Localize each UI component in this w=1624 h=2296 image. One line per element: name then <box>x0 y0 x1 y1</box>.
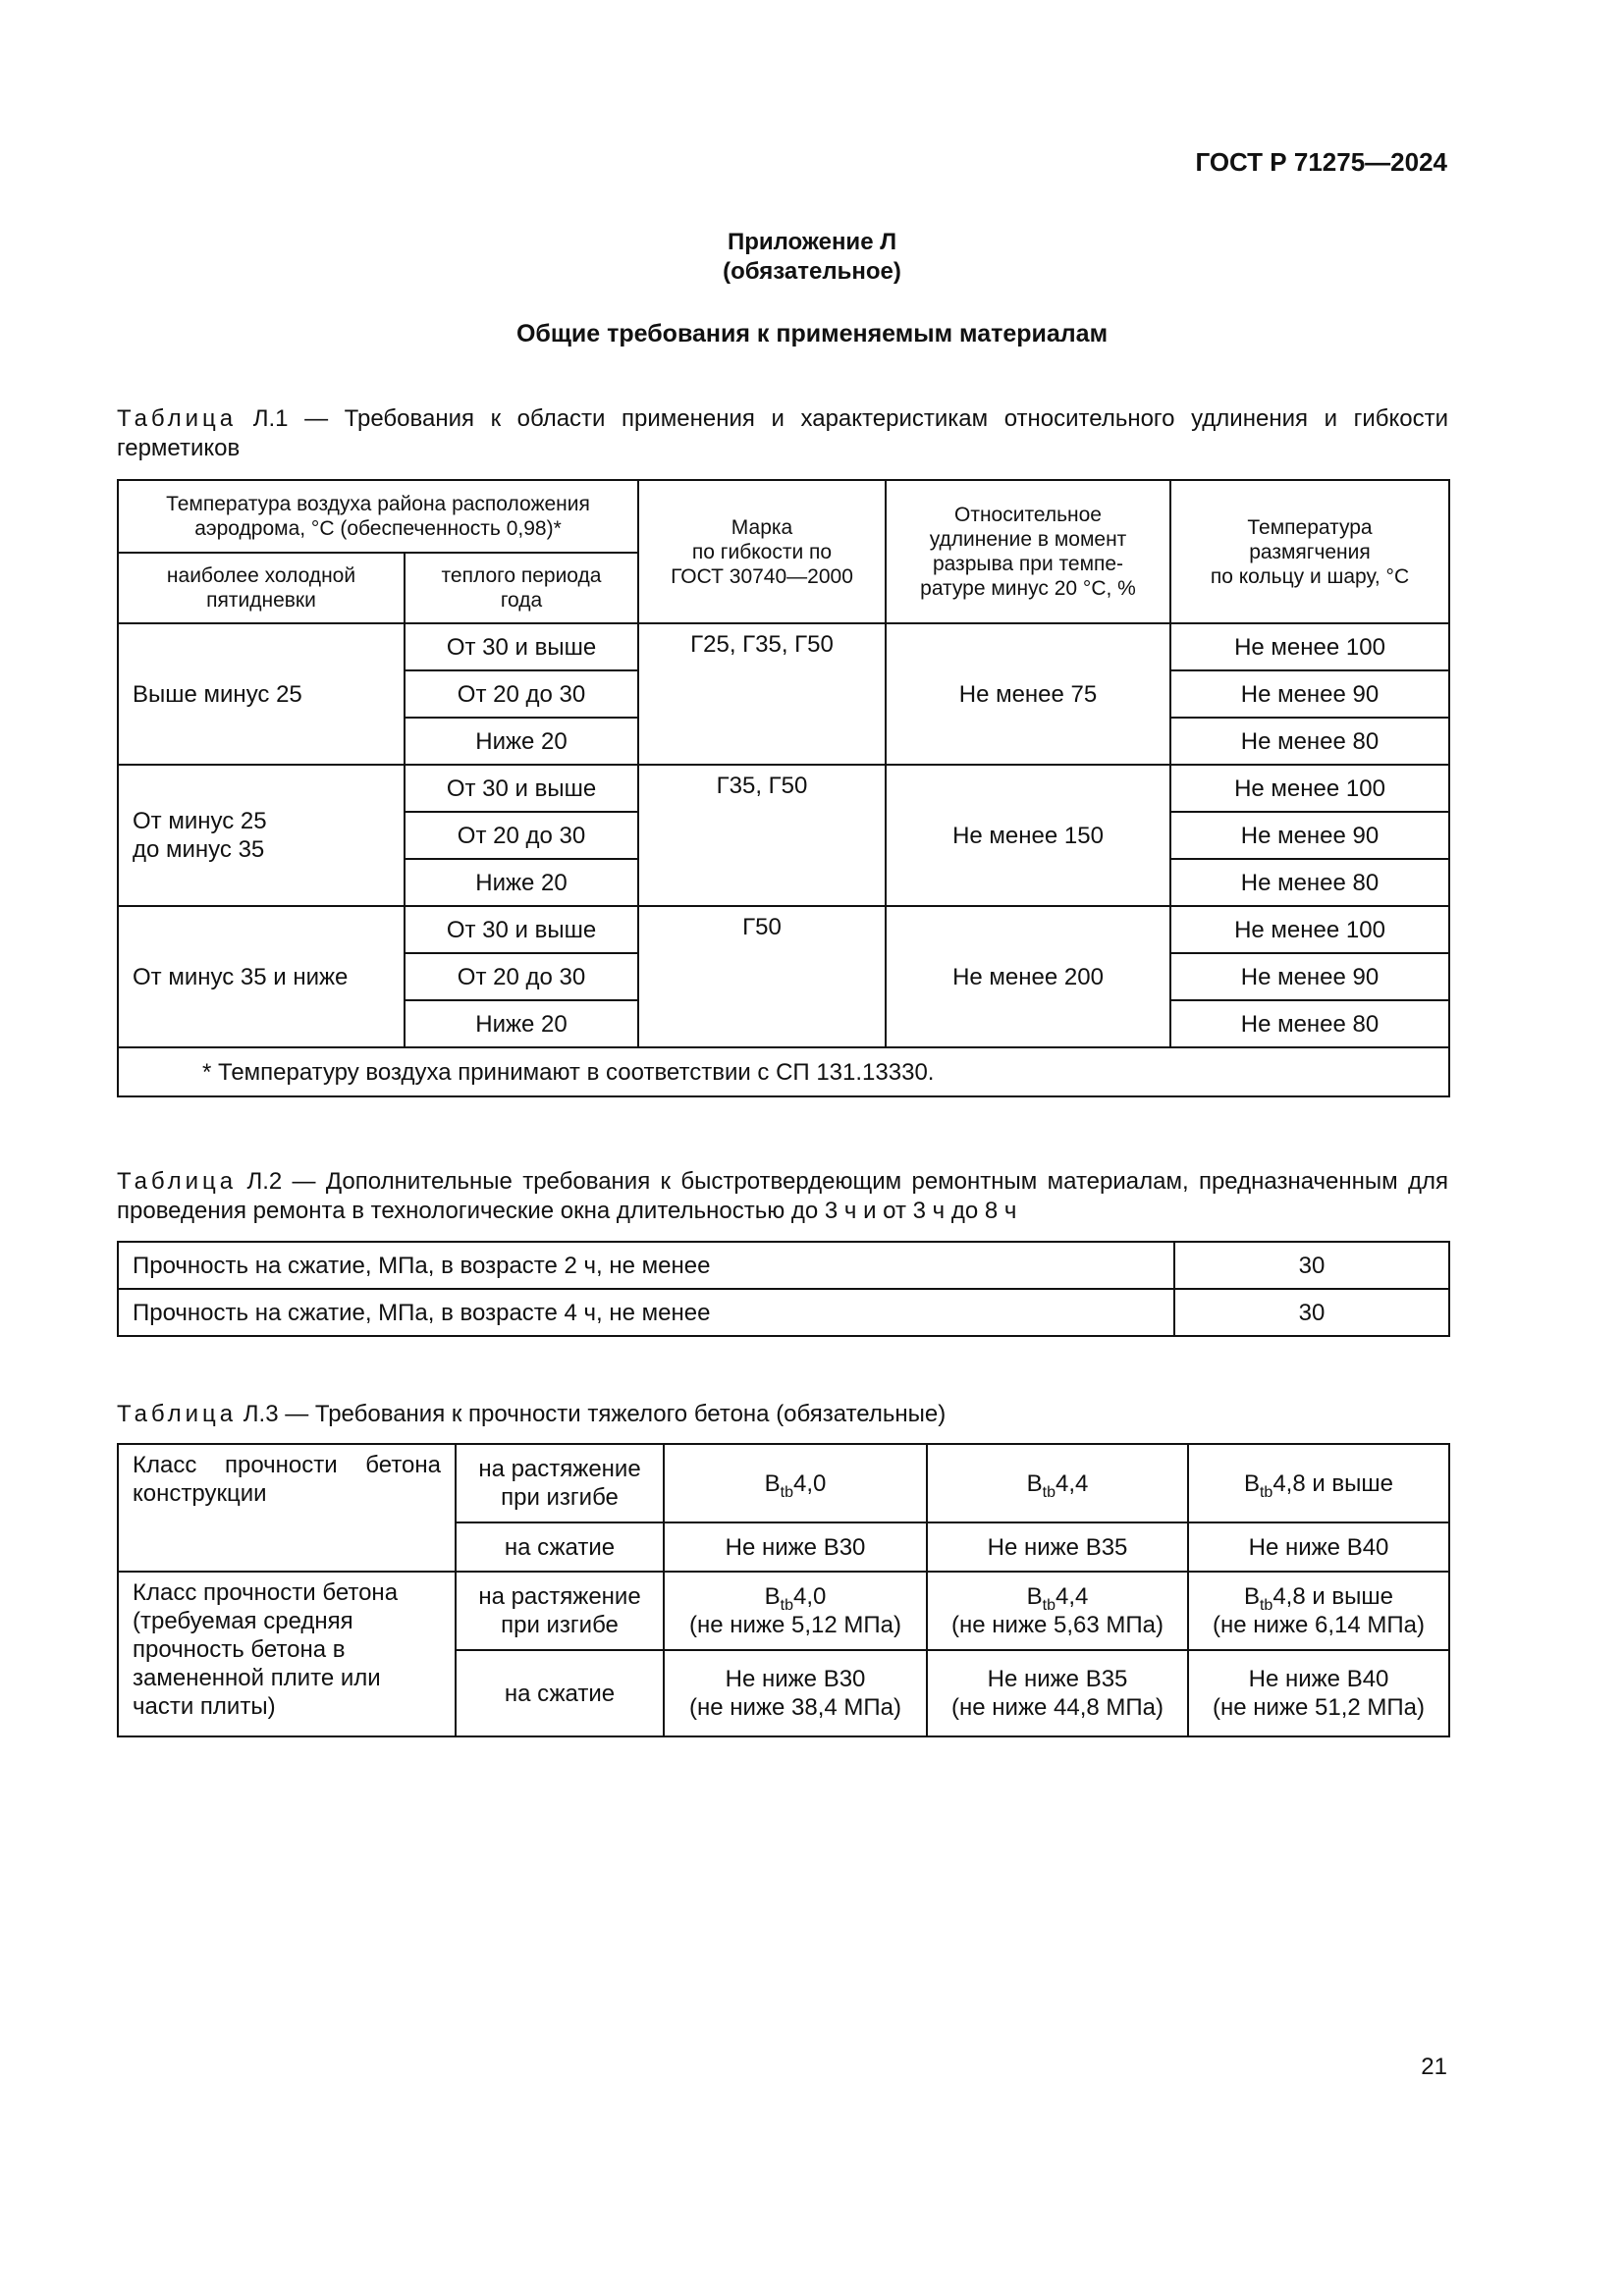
table3-tension-label: на растяжение при изгибе <box>456 1444 664 1522</box>
table3-row <box>118 1444 1449 1522</box>
table1-cold-cell: От минус 35 и ниже <box>118 906 405 1047</box>
table1-softening-cell: Не менее 90 <box>1170 812 1449 859</box>
table1-header-elongation: Относительное удлинение в момент разрыва при темпе- ратуре минус 20 °С, % <box>886 480 1170 623</box>
table1-header-temperature: Температура воздуха района расположения аэродрома, °С (обеспеченность 0,98)* <box>118 480 638 553</box>
table1-softening-cell: Не менее 100 <box>1170 906 1449 953</box>
table3-caption <box>117 1400 1448 1429</box>
table1-header-grade: Марка по гибкости по ГОСТ 30740—2000 <box>638 480 886 623</box>
table1-softening-cell: Не менее 100 <box>1170 623 1449 670</box>
table1-softening-cell: Не менее 80 <box>1170 859 1449 906</box>
appendix-status: (обязательное) <box>723 258 901 285</box>
table3-compression-value: Не ниже B30 (не ниже 38,4 МПа) <box>664 1650 927 1736</box>
table3-tension-value: $B_{tb}4,8$ и выше <box>1188 1444 1449 1522</box>
table1-warm-cell: От 30 и выше <box>405 623 638 670</box>
table1-warm-cell: От 20 до 30 <box>405 812 638 859</box>
table3-tension-value: $B_{tb}4,4$ (не ниже 5,63 МПа) <box>927 1572 1188 1650</box>
table1-warm-cell: От 20 до 30 <box>405 670 638 718</box>
table3-construction-label: Класс прочности бетона конструкции <box>118 1444 456 1572</box>
section-title: Общие требования к применяемым материалам <box>515 320 1109 347</box>
table1-grade-cell: Г25, Г35, Г50 <box>638 623 886 765</box>
document-code: ГОСТ Р 71275—2024 <box>1195 147 1447 177</box>
table1-softening-cell: Не менее 90 <box>1170 670 1449 718</box>
table2-value-cell: 30 <box>1174 1242 1449 1289</box>
table1-row <box>118 623 1449 670</box>
table1-elongation-cell: Не менее 150 <box>886 765 1170 906</box>
table1-row <box>118 765 1449 812</box>
table1-footnote: * Температуру воздуха принимают в соответствии с СП 131.13330. <box>118 1047 1449 1096</box>
table3-compression-value: Не ниже B35 (не ниже 44,8 МПа) <box>927 1650 1188 1736</box>
table3-tension-value: $B_{tb}4,0$ <box>664 1444 927 1522</box>
table1-caption-prefix: Таблица <box>117 405 238 432</box>
table1-cold-cell: От минус 25 до минус 35 <box>118 765 405 906</box>
table3-tension-value: $B_{tb}4,8$ и выше (не ниже 6,14 МПа) <box>1188 1572 1449 1650</box>
table3-tension-value: $B_{tb}4,4$ <box>927 1444 1188 1522</box>
table1-softening-cell: Не менее 80 <box>1170 718 1449 765</box>
table3-compression-value: Не ниже B30 <box>664 1522 927 1572</box>
table3-caption-prefix: Таблица <box>117 1401 238 1427</box>
table1-caption-text: Л.1 — Требования к области применения и характеристикам относительного удлинения и гибкости герметиков <box>117 405 1448 461</box>
table1-softening-cell: Не менее 90 <box>1170 953 1449 1000</box>
table3-compression-label: на сжатие <box>456 1522 664 1572</box>
table3-compression-value: Не ниже B40 <box>1188 1522 1449 1572</box>
table1-grade-cell: Г50 <box>638 906 886 1047</box>
table2-caption-text: Л.2 — Дополнительные требования к быстротвердеющим ремонтным материалам, предназначенным для проведения ремонта в технологические окна длительностью до 3 ч и от 3 ч до 8 ч <box>117 1168 1448 1224</box>
table3-compression-value: Не ниже B35 <box>927 1522 1188 1572</box>
table1-warm-cell: От 30 и выше <box>405 765 638 812</box>
table2-caption <box>117 1167 1448 1226</box>
table1 <box>117 479 1450 1097</box>
page-number: 21 <box>1421 2054 1447 2080</box>
table2-value-cell: 30 <box>1174 1289 1449 1336</box>
table1-grade-cell: Г35, Г50 <box>638 765 886 906</box>
appendix-title: Приложение Л <box>727 229 897 255</box>
table2-label-cell: Прочность на сжатие, МПа, в возрасте 2 ч, не менее <box>118 1242 1174 1289</box>
table1-warm-cell: От 30 и выше <box>405 906 638 953</box>
table1-warm-cell: Ниже 20 <box>405 1000 638 1047</box>
table3-compression-label: на сжатие <box>456 1650 664 1736</box>
table3-tension-label: на растяжение при изгибе <box>456 1572 664 1650</box>
table3-compression-value: Не ниже B40 (не ниже 51,2 МПа) <box>1188 1650 1449 1736</box>
table2-caption-prefix: Таблица <box>117 1168 238 1195</box>
table1-softening-cell: Не менее 100 <box>1170 765 1449 812</box>
table3-tension-value: $B_{tb}4,0$ (не ниже 5,12 МПа) <box>664 1572 927 1650</box>
table1-softening-cell: Не менее 80 <box>1170 1000 1449 1047</box>
table3-row <box>118 1572 1449 1650</box>
table2-row <box>118 1242 1449 1289</box>
table1-row <box>118 906 1449 953</box>
table1-header-coldest: наиболее холодной пятидневки <box>118 553 405 623</box>
table1-caption <box>117 404 1448 463</box>
table3-caption-text: Л.3 — Требования к прочности тяжелого бетона (обязательные) <box>237 1401 947 1427</box>
table1-cold-cell: Выше минус 25 <box>118 623 405 765</box>
table1-header-softening: Температура размягчения по кольцу и шару, °С <box>1170 480 1449 623</box>
table2 <box>117 1241 1450 1337</box>
table2-label-cell: Прочность на сжатие, МПа, в возрасте 4 ч, не менее <box>118 1289 1174 1336</box>
table1-warm-cell: От 20 до 30 <box>405 953 638 1000</box>
table3-replaced-label: Класс прочности бетона (требуемая средняя прочность бетона в замененной плите или части плиты) <box>118 1572 456 1736</box>
table1-header-warm: теплого периода года <box>405 553 638 623</box>
table2-row <box>118 1289 1449 1336</box>
table1-elongation-cell: Не менее 75 <box>886 623 1170 765</box>
appendix-heading <box>0 228 1624 287</box>
table1-warm-cell: Ниже 20 <box>405 718 638 765</box>
table3 <box>117 1443 1450 1737</box>
table1-elongation-cell: Не менее 200 <box>886 906 1170 1047</box>
table1-warm-cell: Ниже 20 <box>405 859 638 906</box>
